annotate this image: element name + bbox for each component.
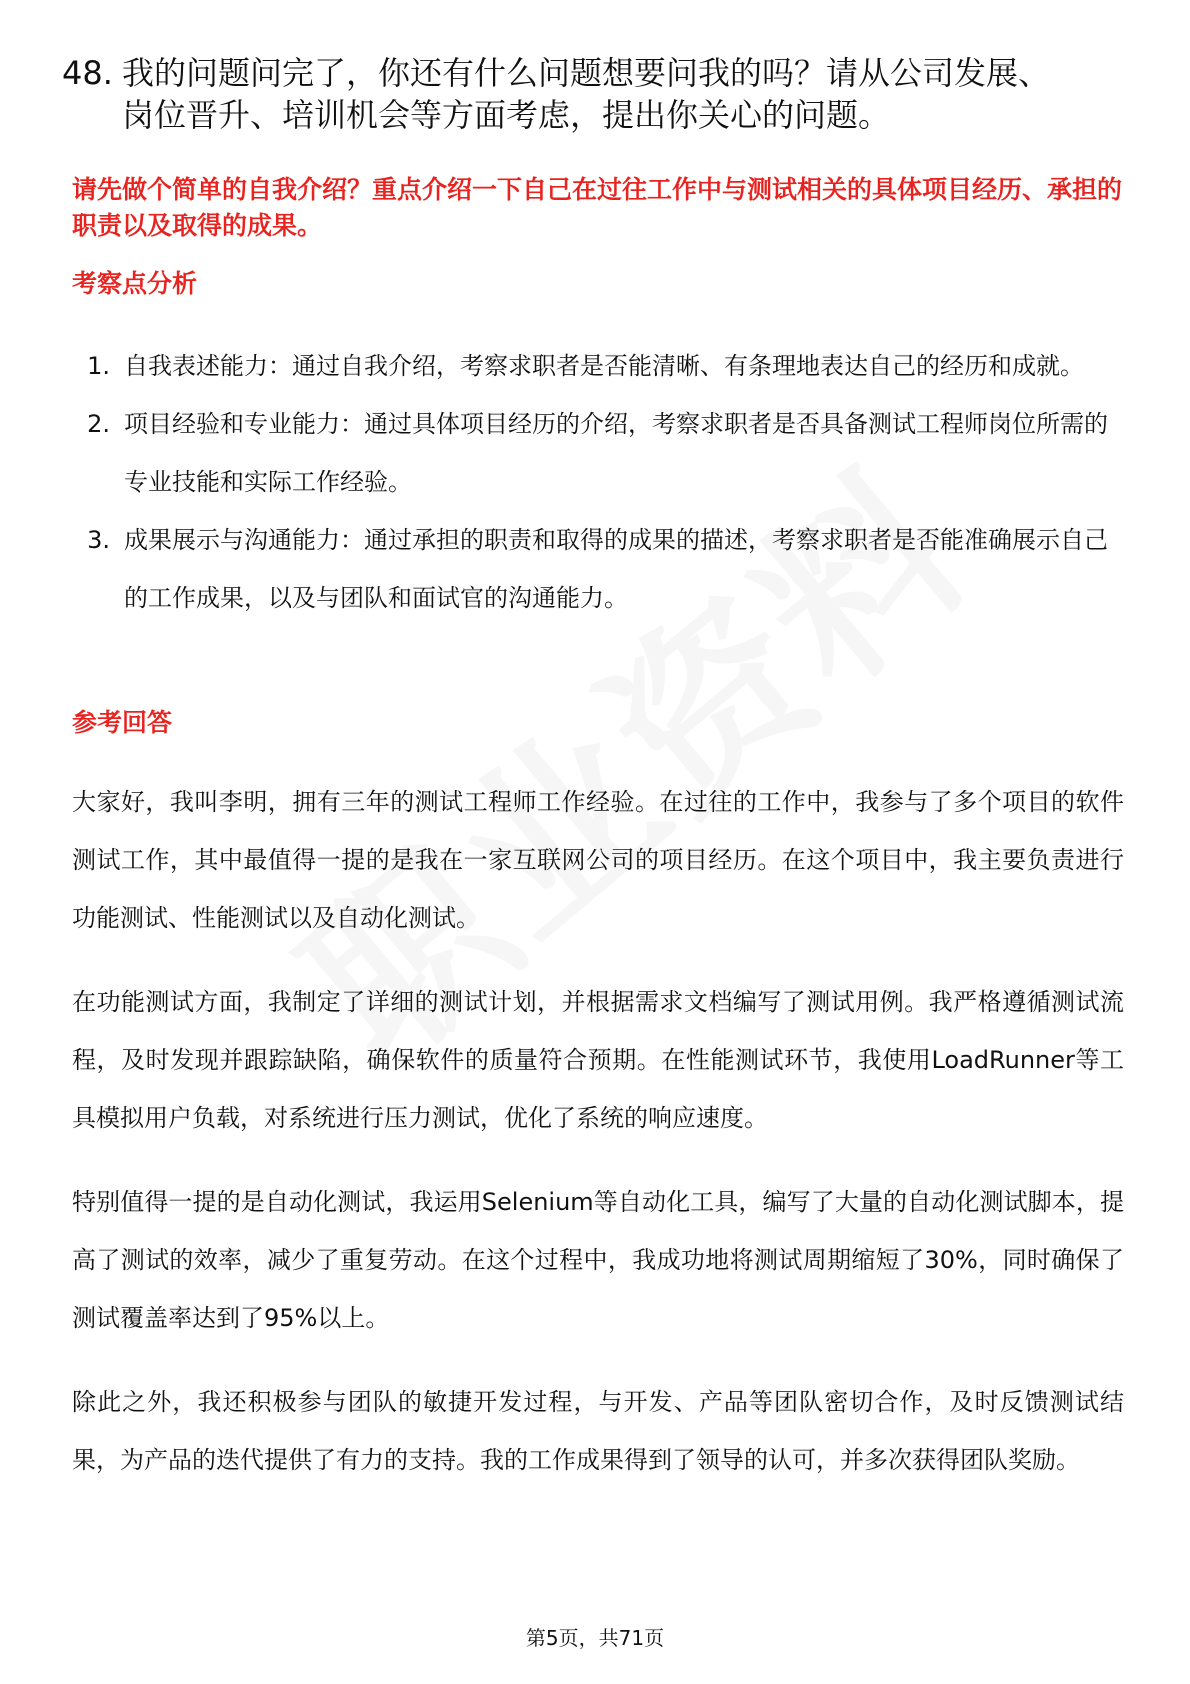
analysis-item-text: 成果展示与沟通能力：通过承担的职责和取得的成果的描述，考察求职者是否能准确展示自己的工作成果，以及与团队和面试官的沟通能力。	[124, 526, 1108, 612]
analysis-item-number: 3.	[87, 526, 110, 554]
page-footer: 第5页，共71页	[525, 1626, 665, 1650]
analysis-title: 考察点分析	[72, 269, 198, 298]
analysis-item-number: 2.	[87, 410, 110, 438]
question-text: 我的问题问完了，你还有什么问题想要问我的吗？请从公司发展、岗位晋升、培训机会等方面考虑，提出你关心的问题。	[122, 54, 1051, 134]
sub-question: 请先做个简单的自我介绍？重点介绍一下自己在过往工作中与测试相关的具体项目经历、承担的职责以及取得的成果。	[72, 175, 1123, 240]
question-number: 48.	[62, 54, 113, 92]
question-heading	[62, 52, 1072, 136]
answer-paragraph: 除此之外，我还积极参与团队的敏捷开发过程，与开发、产品等团队密切合作，及时反馈测试结果，为产品的迭代提供了有力的支持。我的工作成果得到了领导的认可，并多次获得团队奖励。	[72, 1388, 1124, 1474]
answer-paragraph: 大家好，我叫李明，拥有三年的测试工程师工作经验。在过往的工作中，我参与了多个项目的软件测试工作，其中最值得一提的是我在一家互联网公司的项目经历。在这个项目中，我主要负责进行功能测试、性能测试以及自动化测试。	[72, 788, 1124, 932]
analysis-item	[72, 511, 1122, 627]
answer-paragraph: 在功能测试方面，我制定了详细的测试计划，并根据需求文档编写了测试用例。我严格遵循测试流程，及时发现并跟踪缺陷，确保软件的质量符合预期。在性能测试环节，我使用LoadRunner等工具模拟用户负载，对系统进行压力测试，优化了系统的响应速度。	[72, 988, 1124, 1132]
analysis-item	[72, 337, 1122, 395]
analysis-item	[72, 395, 1122, 511]
answer-title: 参考回答	[72, 708, 173, 737]
analysis-item-text: 自我表述能力：通过自我介绍，考察求职者是否能清晰、有条理地表达自己的经历和成就。	[124, 352, 1084, 380]
answer-paragraph: 特别值得一提的是自动化测试，我运用Selenium等自动化工具，编写了大量的自动化测试脚本，提高了测试的效率，减少了重复劳动。在这个过程中，我成功地将测试周期缩短了30%，同时确保了测试覆盖率达到了95%以上。	[72, 1188, 1124, 1332]
answer-body	[72, 773, 1124, 1515]
analysis-item-number: 1.	[87, 352, 110, 380]
analysis-list	[72, 337, 1122, 627]
analysis-item-text: 项目经验和专业能力：通过具体项目经历的介绍，考察求职者是否具备测试工程师岗位所需的专业技能和实际工作经验。	[124, 410, 1108, 496]
